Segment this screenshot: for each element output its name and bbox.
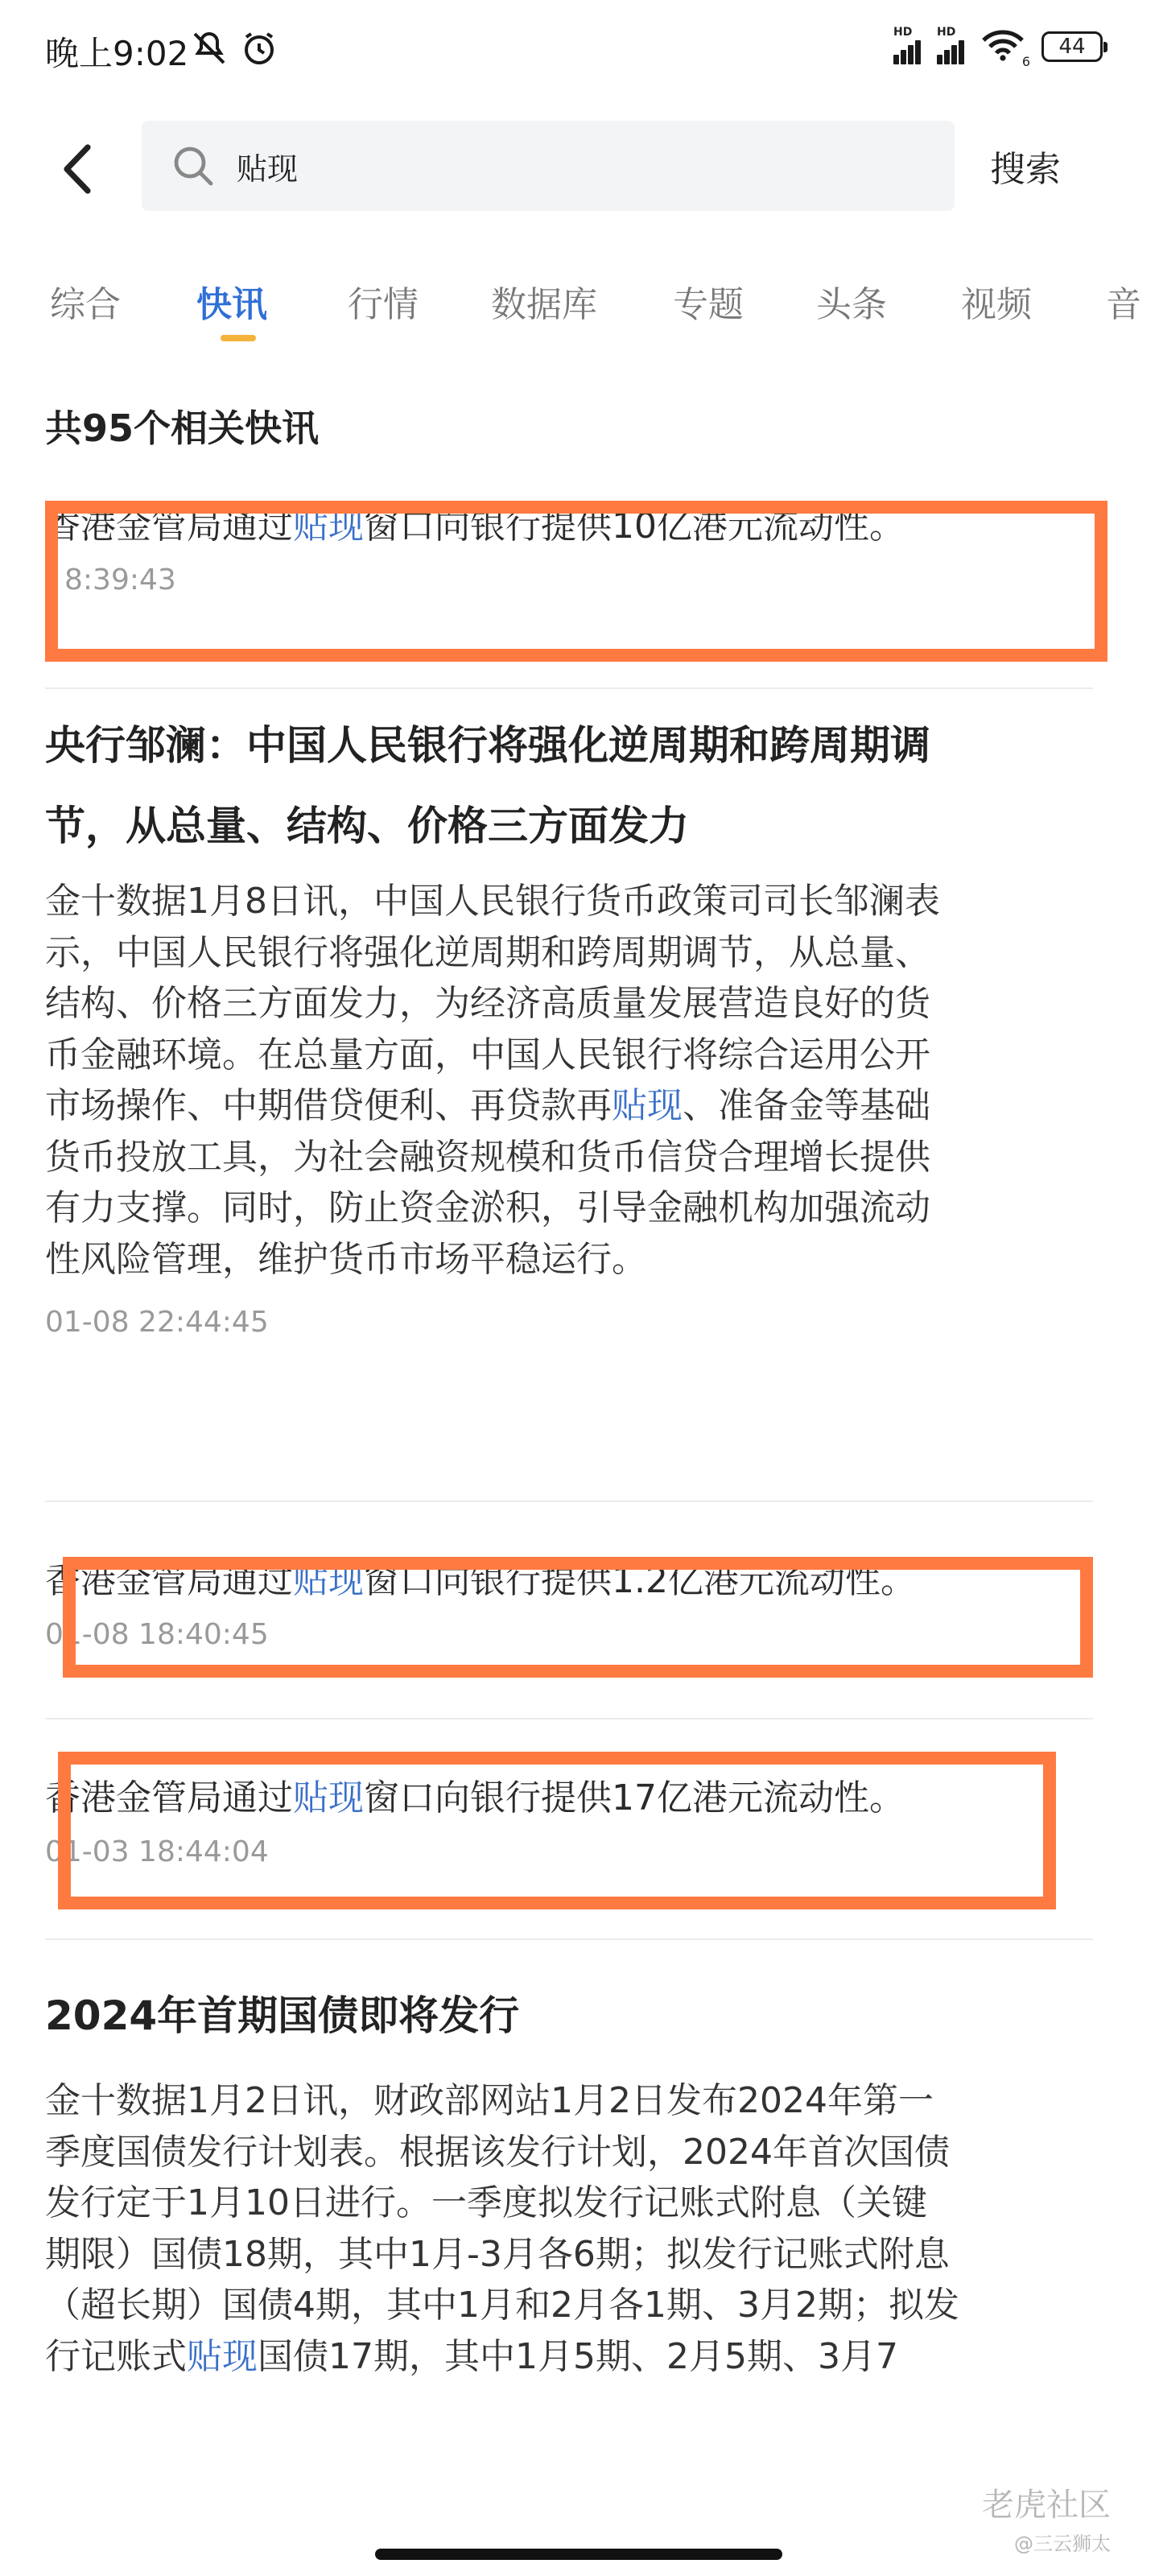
status-time: 晚上9:02 <box>45 34 189 73</box>
keyword-highlight: 贴现 <box>187 2335 258 2377</box>
news-body-line <box>45 1080 1091 1132</box>
wifi-badge: 6 <box>1021 54 1030 69</box>
news-body-line: 金十数据1月2日讯，财政部网站1月2日发布2024年第一 <box>45 2080 934 2121</box>
tab-topics[interactable]: 专题 <box>673 284 744 325</box>
news-title <box>45 705 1091 866</box>
news-text-part: 市场操作、中期借贷便利、再贷款再 <box>45 1085 612 1126</box>
signal-hd-label: HD <box>893 26 913 39</box>
tab-audio[interactable]: 音 <box>1106 284 1141 325</box>
news-body-line <box>45 2331 1091 2383</box>
battery-icon <box>1041 31 1103 62</box>
keyword-highlight: 贴现 <box>293 506 364 547</box>
news-text-part: 香港金管局通过 <box>45 1560 293 1601</box>
back-button[interactable] <box>48 137 105 201</box>
news-text-part: 、准备金等基础 <box>683 1085 930 1126</box>
news-timestamp: 01-08 18:40:45 <box>45 1618 269 1651</box>
news-body <box>45 876 1091 1285</box>
search-box[interactable] <box>142 121 955 211</box>
news-timestamp: 01-03 18:44:04 <box>45 1835 269 1868</box>
news-body-line: 有力支撑。同时，防止资金淤积，引导金融机构加强流动 <box>45 1187 930 1228</box>
news-body <box>45 2075 1091 2382</box>
battery-level: 44 <box>1058 35 1086 59</box>
list-item[interactable] <box>45 705 1091 1339</box>
status-bar <box>0 0 1159 105</box>
divider <box>45 1718 1093 1719</box>
cell-signal-1-icon <box>893 26 921 64</box>
signal-hd-label-2: HD <box>937 26 956 39</box>
news-body-line: 货币投放工具，为社会融资规模和货币信贷合理增长提供 <box>45 1136 930 1178</box>
status-right-icons <box>893 26 1103 69</box>
news-text <box>45 502 1091 551</box>
news-text <box>45 1557 1091 1605</box>
category-tabs <box>0 266 1159 354</box>
keyword-highlight: 贴现 <box>293 1560 364 1601</box>
list-item[interactable] <box>45 1557 1091 1651</box>
news-text-part: 香港金管局通过 <box>45 506 293 547</box>
list-item[interactable] <box>45 1774 1091 1868</box>
news-text-part: 香港金管局通过 <box>45 1777 293 1818</box>
news-title-line: 节，从总量、结构、价格三方面发力 <box>45 803 689 849</box>
chevron-left-icon <box>59 142 94 196</box>
tab-flash-news[interactable]: 快讯 <box>196 284 267 325</box>
alarm-icon <box>240 29 278 71</box>
news-body-line: 发行定于1月10日进行。一季度拟发行记账式附息（关键 <box>45 2182 927 2223</box>
divider <box>45 1501 1093 1502</box>
news-body-line: 币金融环境。在总量方面，中国人民银行将综合运用公开 <box>45 1034 930 1075</box>
tab-database[interactable]: 数据库 <box>491 284 597 325</box>
news-text-part: 行记账式 <box>45 2335 187 2377</box>
news-text <box>45 1774 1091 1823</box>
wifi-icon <box>980 27 1030 69</box>
home-indicator[interactable] <box>375 2549 782 2560</box>
news-title: 2024年首期国债即将发行 <box>45 1992 520 2039</box>
news-timestamp: 01-08 22:44:45 <box>45 1306 269 1339</box>
news-text-part: 国债17期，其中1月5期、2月5期、3月7 <box>258 2335 898 2377</box>
tab-market[interactable]: 行情 <box>348 284 419 325</box>
news-body-line: 金十数据1月8日讯，中国人民银行货币政策司司长邹澜表 <box>45 881 940 922</box>
tab-comprehensive[interactable]: 综合 <box>50 284 121 325</box>
search-header <box>0 121 1159 217</box>
news-text-part: 窗口向银行提供1.2亿港元流动性。 <box>364 1560 916 1601</box>
keyword-highlight: 贴现 <box>612 1085 683 1126</box>
result-count: 共95个相关快讯 <box>45 407 320 450</box>
search-input[interactable] <box>235 147 898 184</box>
status-left-icons <box>190 29 278 71</box>
news-body-line: 示，中国人民银行将强化逆周期和跨周期调节，从总量、 <box>45 931 930 973</box>
list-item[interactable] <box>45 502 1091 597</box>
watermark: 老虎社区 <box>982 2487 1111 2524</box>
news-body-line: （超长期）国债4期，其中1月和2月各1期、3月2期；拟发 <box>45 2285 959 2326</box>
news-text-part: 窗口向银行提供17亿港元流动性。 <box>364 1777 905 1818</box>
tab-headlines[interactable]: 头条 <box>816 284 887 325</box>
divider <box>45 1938 1093 1940</box>
news-body-line: 结构、价格三方面发力，为经济高质量发展营造良好的货 <box>45 983 930 1024</box>
news-body-line: 性风险管理，维护货币市场平稳运行。 <box>45 1238 647 1280</box>
tab-video[interactable]: 视频 <box>961 284 1032 325</box>
mute-icon <box>190 29 229 71</box>
search-icon <box>171 143 216 188</box>
watermark-subtitle: @三云狮太 <box>1014 2533 1111 2555</box>
search-button[interactable]: 搜索 <box>990 149 1061 190</box>
active-tab-indicator <box>221 335 256 341</box>
list-item[interactable] <box>45 1975 1091 2382</box>
news-title-line: 央行邹澜：中国人民银行将强化逆周期和跨周期调 <box>45 722 930 769</box>
keyword-highlight: 贴现 <box>293 1777 364 1818</box>
divider <box>45 687 1093 689</box>
news-body-line: 季度国债发行计划表。根据该发行计划，2024年首次国债 <box>45 2131 950 2173</box>
news-timestamp: 8:39:43 <box>64 564 176 597</box>
cell-signal-2-icon <box>937 26 964 64</box>
news-text-part: 窗口向银行提供10亿港元流动性。 <box>364 506 905 547</box>
news-body-line: 期限）国债18期，其中1月-3月各6期；拟发行记账式附息 <box>45 2233 950 2275</box>
